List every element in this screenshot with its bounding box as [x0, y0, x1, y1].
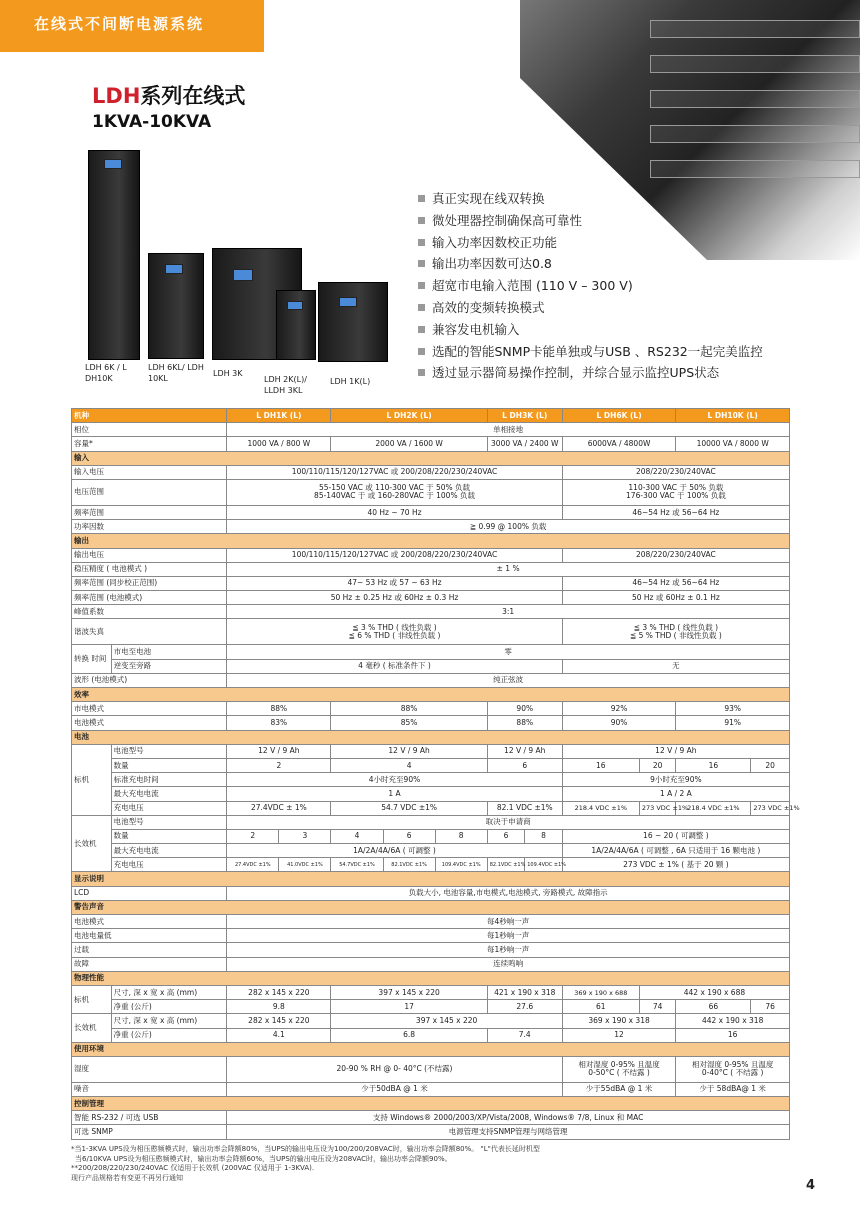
- caption-6k-10k: LDH 6K / L DH10K: [85, 363, 127, 383]
- table-cell: 88%: [331, 702, 487, 716]
- table-cell: 8: [435, 829, 487, 843]
- table-row: [72, 1111, 790, 1125]
- table-cell: 故障: [72, 957, 227, 971]
- table-cell: 273 VDC ± 1% ( 基于 20 颗 ): [562, 858, 789, 872]
- table-cell: 9.8: [227, 1000, 331, 1014]
- table-cell: 46~54 Hz 或 56~64 Hz: [562, 505, 789, 519]
- table-row: [72, 1028, 790, 1042]
- table-cell: 逆变至旁路: [111, 659, 227, 673]
- table-row: [72, 673, 790, 687]
- table-row: [72, 758, 790, 772]
- table-cell: 电池型号: [111, 744, 227, 758]
- table-cell: ± 1 %: [227, 562, 790, 576]
- feature-item: 透过显示器简易操作控制，并综合显示监控UPS状态: [418, 362, 763, 384]
- table-cell: 功率因数: [72, 520, 227, 534]
- table-cell: 1000 VA / 800 W: [227, 437, 331, 451]
- table-row: [72, 520, 790, 534]
- table-cell: 91%: [676, 716, 790, 730]
- table-row: [72, 548, 790, 562]
- table-cell: 6000VA / 4800W: [562, 437, 676, 451]
- table-header-row: [72, 409, 790, 423]
- table-cell: 27.4VDC ± 1%: [227, 801, 331, 815]
- table-cell: 效率: [72, 688, 790, 702]
- table-cell: 17: [331, 1000, 487, 1014]
- table-row: [72, 702, 790, 716]
- table-cell: 54.7VDC ±1%: [331, 858, 383, 872]
- table-cell: 12 V / 9 Ah: [487, 744, 562, 758]
- table-cell: 16 ~ 20 ( 可調整 ): [562, 829, 789, 843]
- feature-item: 输出功率因数可达0.8: [418, 253, 763, 275]
- table-cell: 41.0VDC ±1%: [279, 858, 331, 872]
- feature-item: 高效的变频转换模式: [418, 297, 763, 319]
- table-row: [72, 645, 790, 659]
- table-cell: 7.4: [487, 1028, 562, 1042]
- table-cell: 连续鸣响: [227, 957, 790, 971]
- table-cell: 可选 SNMP: [72, 1125, 227, 1139]
- table-cell: 397 x 145 x 220: [331, 985, 487, 999]
- table-row: [72, 787, 790, 801]
- table-cell: 相对湿度 0-95% 且温度 0-40°C ( 不结露 ): [676, 1056, 790, 1082]
- table-cell: L DH10K (L): [676, 409, 790, 423]
- table-cell: 输入: [72, 451, 790, 465]
- feature-item: 超宽市电输入范围 (110 V – 300 V): [418, 275, 763, 297]
- table-cell: 每1秒响一声: [227, 929, 790, 943]
- table-cell: 4.1: [227, 1028, 331, 1042]
- table-cell: 4 毫秒 ( 标准条件下 ): [227, 659, 563, 673]
- table-cell: 数量: [111, 758, 227, 772]
- table-cell: 2: [227, 829, 279, 843]
- table-cell: 相位: [72, 423, 227, 437]
- table-cell: 55-150 VAC 或 110-300 VAC 于 50% 负载 85-140VAC 于 或 160-280VAC 于 100% 负载: [227, 479, 563, 505]
- table-row: [72, 1000, 790, 1014]
- table-row: [72, 929, 790, 943]
- table-cell: 转换 时间: [72, 645, 112, 673]
- table-cell: 标准充电时间: [111, 773, 227, 787]
- table-cell: 100/110/115/120/127VAC 或 200/208/220/230/240VAC: [227, 465, 563, 479]
- table-row: [72, 829, 790, 843]
- table-cell: 控制管理: [72, 1097, 790, 1111]
- table-cell: 2000 VA / 1600 W: [331, 437, 487, 451]
- table-cell: 90%: [487, 702, 562, 716]
- table-row: [72, 659, 790, 673]
- table-cell: 208/220/230/240VAC: [562, 548, 789, 562]
- table-row: [72, 801, 790, 815]
- table-row: [72, 576, 790, 590]
- table-cell: 峰值系数: [72, 605, 227, 619]
- table-cell: 显示说明: [72, 872, 790, 886]
- table-cell: 频率范围 (同步校正范围): [72, 576, 227, 590]
- table-cell: 稳压精度 ( 电池模式 ): [72, 562, 227, 576]
- table-cell: 1 A / 2 A: [562, 787, 789, 801]
- table-cell: 47~ 53 Hz 或 57 ~ 63 Hz: [227, 576, 563, 590]
- table-cell: 109.4VDC ±1%: [525, 858, 563, 872]
- table-row: [72, 815, 790, 829]
- table-cell: 单相接地: [227, 423, 790, 437]
- table-cell: 支持 Windows® 2000/2003/XP/Vista/2008, Windows® 7/8, Linux 和 MAC: [227, 1111, 790, 1125]
- table-cell: 16: [676, 1028, 790, 1042]
- table-cell: 218.4 VDC ±1%: [562, 801, 639, 815]
- table-row: [72, 465, 790, 479]
- table-cell: 最大充电电流: [111, 787, 227, 801]
- table-cell: 电池模式: [72, 915, 227, 929]
- table-cell: 尺寸, 深 x 宽 x 高 (mm): [111, 1014, 227, 1028]
- table-cell: 369 x 190 x 688: [562, 985, 639, 999]
- product-title: LDH系列在线式: [92, 84, 246, 108]
- table-cell: 61: [562, 1000, 639, 1014]
- table-cell: 93%: [676, 702, 790, 716]
- table-cell: 369 x 190 x 318: [562, 1014, 676, 1028]
- table-cell: 数量: [111, 829, 227, 843]
- table-cell: 8: [525, 829, 563, 843]
- table-cell: 少于 58dBA@ 1 米: [676, 1082, 790, 1096]
- table-cell: 无: [562, 659, 789, 673]
- table-section-row: [72, 451, 790, 465]
- table-cell: 谐波失真: [72, 619, 227, 645]
- table-cell: 282 x 145 x 220: [227, 1014, 331, 1028]
- table-cell: 物理性能: [72, 971, 790, 985]
- table-cell: 长效机: [72, 1014, 112, 1042]
- table-cell: 66: [676, 1000, 751, 1014]
- table-row: [72, 562, 790, 576]
- table-cell: 83%: [227, 716, 331, 730]
- table-cell: 少于50dBA @ 1 米: [227, 1082, 563, 1096]
- table-cell: 电池: [72, 730, 790, 744]
- table-section-row: [72, 971, 790, 985]
- caption-1k: LDH 1K(L): [330, 377, 371, 386]
- table-section-row: [72, 1042, 790, 1056]
- table-cell: 标机: [72, 985, 112, 1013]
- table-row: [72, 1082, 790, 1096]
- table-section-row: [72, 688, 790, 702]
- spec-table: [71, 408, 800, 1140]
- table-cell: L DH3K (L): [487, 409, 562, 423]
- table-cell: 20: [639, 758, 675, 772]
- table-cell: 净重 (公斤): [111, 1000, 227, 1014]
- table-cell: 12 V / 9 Ah: [227, 744, 331, 758]
- caption-3k: LDH 3K: [213, 369, 243, 378]
- product-subtitle: 1KVA-10KVA: [92, 112, 212, 132]
- table-cell: 2: [227, 758, 331, 772]
- table-cell: 使用环境: [72, 1042, 790, 1056]
- table-cell: 442 x 190 x 318: [676, 1014, 790, 1028]
- table-cell: 82.1 VDC ±1%: [487, 801, 562, 815]
- table-cell: 4小时充至90%: [227, 773, 563, 787]
- table-cell: 电池模式: [72, 716, 227, 730]
- category-banner: 在线式不间断电源系统: [0, 0, 264, 52]
- table-cell: 取决于申请商: [227, 815, 790, 829]
- table-cell: 85%: [331, 716, 487, 730]
- table-cell: 长效机: [72, 815, 112, 872]
- caption-6kl-10kl: LDH 6KL/ LDH 10KL: [148, 363, 204, 383]
- table-cell: 100/110/115/120/127VAC 或 200/208/220/230/240VAC: [227, 548, 563, 562]
- table-cell: 1 A: [227, 787, 563, 801]
- table-cell: 每1秒响一声: [227, 943, 790, 957]
- table-cell: 每4秒响一声: [227, 915, 790, 929]
- table-row: [72, 479, 790, 505]
- table-cell: 82.1VDC ±1%: [383, 858, 435, 872]
- table-cell: 市电模式: [72, 702, 227, 716]
- table-cell: LCD: [72, 886, 227, 900]
- table-cell: 噪音: [72, 1082, 227, 1096]
- table-cell: 109.4VDC ±1%: [435, 858, 487, 872]
- table-row: [72, 915, 790, 929]
- table-cell: 82.1VDC ±1%: [487, 858, 525, 872]
- table-row: [72, 716, 790, 730]
- table-cell: 27.4VDC ±1%: [227, 858, 279, 872]
- feature-item: 输入功率因数校正功能: [418, 232, 763, 254]
- table-cell: 10000 VA / 8000 W: [676, 437, 790, 451]
- table-cell: 76: [751, 1000, 790, 1014]
- table-cell: 频率范围 (电池模式): [72, 591, 227, 605]
- table-row: [72, 619, 790, 645]
- table-section-row: [72, 900, 790, 914]
- table-cell: 6: [487, 829, 525, 843]
- table-cell: 12 V / 9 Ah: [331, 744, 487, 758]
- footnotes: *当1-3KVA UPS设为相压憨频模式时，输出功率会降额80%，当UPS的输出电压设为100/200/208VAC时，输出功率会降额80%。 "L"代表长延时机型 当6/10KVA UPS设为相压憨频模式时，输出功率会降额60%，当UPS的输出电压设为208VAC时，输出功率会降额90%。 **200/208/220/230/240VAC 仅适用于长效机 (200VAC 仅适用于 1-3KVA). 现行产品规格若有变更不再另行通知: [71, 1145, 540, 1182]
- table-row: [72, 1014, 790, 1028]
- table-cell: 警告声音: [72, 900, 790, 914]
- table-cell: 6: [487, 758, 562, 772]
- table-cell: 净重 (公斤): [111, 1028, 227, 1042]
- table-cell: 充电电压: [111, 858, 227, 872]
- page-number: 4: [806, 1178, 816, 1193]
- table-cell: 过载: [72, 943, 227, 957]
- table-cell: L DH6K (L): [562, 409, 676, 423]
- feature-item: 兼容发电机输入: [418, 319, 763, 341]
- table-cell: 电池电量低: [72, 929, 227, 943]
- table-cell: 74: [639, 1000, 675, 1014]
- table-cell: 3:1: [227, 605, 790, 619]
- feature-item: 微处理器控制确保高可靠性: [418, 210, 763, 232]
- table-cell: 相对湿度 0-95% 且温度 0-50°C ( 不结露 ): [562, 1056, 676, 1082]
- table-cell: 40 Hz ~ 70 Hz: [227, 505, 563, 519]
- table-cell: 输出: [72, 534, 790, 548]
- table-row: [72, 591, 790, 605]
- table-row: [72, 844, 790, 858]
- table-cell: 1A/2A/4A/6A ( 可调整 , 6A 只适用于 16 颗电池 ): [562, 844, 789, 858]
- table-cell: 90%: [562, 716, 676, 730]
- table-cell: 27.6: [487, 1000, 562, 1014]
- table-section-row: [72, 872, 790, 886]
- table-cell: 20-90 % RH @ 0- 40°C (不结露): [227, 1056, 563, 1082]
- table-cell: 397 x 145 x 220: [331, 1014, 562, 1028]
- table-cell: 电源管理支持SNMP管理与网络管理: [227, 1125, 790, 1139]
- table-cell: 442 x 190 x 688: [639, 985, 789, 999]
- table-cell: 电压范围: [72, 479, 227, 505]
- table-cell: 最大充电电流: [111, 844, 227, 858]
- table-cell: 12: [562, 1028, 676, 1042]
- table-row: [72, 773, 790, 787]
- table-row: [72, 437, 790, 451]
- table-cell: 12 V / 9 Ah: [562, 744, 789, 758]
- table-row: [72, 943, 790, 957]
- table-section-row: [72, 1097, 790, 1111]
- table-row: [72, 886, 790, 900]
- table-cell: 负载大小, 电池容量,市电模式,电池模式, 旁路模式, 故障指示: [227, 886, 790, 900]
- table-cell: 机种: [72, 409, 227, 423]
- table-row: [72, 744, 790, 758]
- table-cell: 输入电压: [72, 465, 227, 479]
- table-cell: 纯正弦波: [227, 673, 790, 687]
- table-cell: 智能 RS-232 / 可选 USB: [72, 1111, 227, 1125]
- table-section-row: [72, 730, 790, 744]
- table-cell: 16: [676, 758, 751, 772]
- table-cell: 20: [751, 758, 790, 772]
- table-cell: L DH1K (L): [227, 409, 331, 423]
- table-row: [72, 858, 790, 872]
- table-cell: 50 Hz 或 60Hz ± 0.1 Hz: [562, 591, 789, 605]
- table-cell: 4: [331, 758, 487, 772]
- table-cell: 282 x 145 x 220: [227, 985, 331, 999]
- table-cell: 少于55dBA @ 1 米: [562, 1082, 676, 1096]
- table-row: [72, 957, 790, 971]
- table-cell: 46~54 Hz 或 56~64 Hz: [562, 576, 789, 590]
- table-cell: 208/220/230/240VAC: [562, 465, 789, 479]
- table-cell: 容量*: [72, 437, 227, 451]
- table-cell: 尺寸, 深 x 宽 x 高 (mm): [111, 985, 227, 999]
- table-row: [72, 423, 790, 437]
- table-cell: 4: [331, 829, 383, 843]
- table-cell: 421 x 190 x 318: [487, 985, 562, 999]
- feature-item: 选配的智能SNMP卡能单独或与USB 、RS232一起完美监控: [418, 341, 763, 363]
- table-row: [72, 1125, 790, 1139]
- table-cell: 1A/2A/4A/6A ( 可調整 ): [227, 844, 563, 858]
- table-section-row: [72, 534, 790, 548]
- table-row: [72, 985, 790, 999]
- table-cell: 市电至电池: [111, 645, 227, 659]
- table-row: [72, 605, 790, 619]
- feature-item: 真正实现在线双转换: [418, 188, 763, 210]
- table-cell: 波形 (电池模式): [72, 673, 227, 687]
- table-cell: 6.8: [331, 1028, 487, 1042]
- table-cell: 零: [227, 645, 790, 659]
- table-cell: 54.7 VDC ±1%: [331, 801, 487, 815]
- table-cell: 3: [279, 829, 331, 843]
- table-cell: 88%: [227, 702, 331, 716]
- table-cell: 湿度: [72, 1056, 227, 1082]
- table-row: [72, 1056, 790, 1082]
- table-cell: 218.4 VDC ±1%: [676, 801, 751, 815]
- table-cell: 16: [562, 758, 639, 772]
- table-cell: 92%: [562, 702, 676, 716]
- table-cell: 6: [383, 829, 435, 843]
- table-cell: 充电电压: [111, 801, 227, 815]
- table-cell: 标机: [72, 744, 112, 815]
- table-cell: ≧ 0.99 @ 100% 负载: [227, 520, 790, 534]
- table-cell: 110-300 VAC 于 50% 负载 176-300 VAC 于 100% 负载: [562, 479, 789, 505]
- table-cell: 输出电压: [72, 548, 227, 562]
- table-cell: 273 VDC ±1%: [751, 801, 790, 815]
- feature-list: [418, 188, 763, 384]
- table-cell: 3000 VA / 2400 W: [487, 437, 562, 451]
- table-cell: ≦ 3 % THD ( 线性负载 ) ≦ 6 % THD ( 非线性负载 ): [227, 619, 563, 645]
- table-cell: 电池型号: [111, 815, 227, 829]
- table-cell: 频率范围: [72, 505, 227, 519]
- table-cell: 50 Hz ± 0.25 Hz 或 60Hz ± 0.3 Hz: [227, 591, 563, 605]
- caption-2k-3kl: LDH 2K(L)/ LLDH 3KL: [264, 375, 307, 395]
- table-cell: ≦ 3 % THD ( 线性负载 ) ≦ 5 % THD ( 非线性负载 ): [562, 619, 789, 645]
- table-cell: 88%: [487, 716, 562, 730]
- table-cell: 273 VDC ±1%: [639, 801, 675, 815]
- table-row: [72, 505, 790, 519]
- table-cell: L DH2K (L): [331, 409, 487, 423]
- table-cell: 9小时充至90%: [562, 773, 789, 787]
